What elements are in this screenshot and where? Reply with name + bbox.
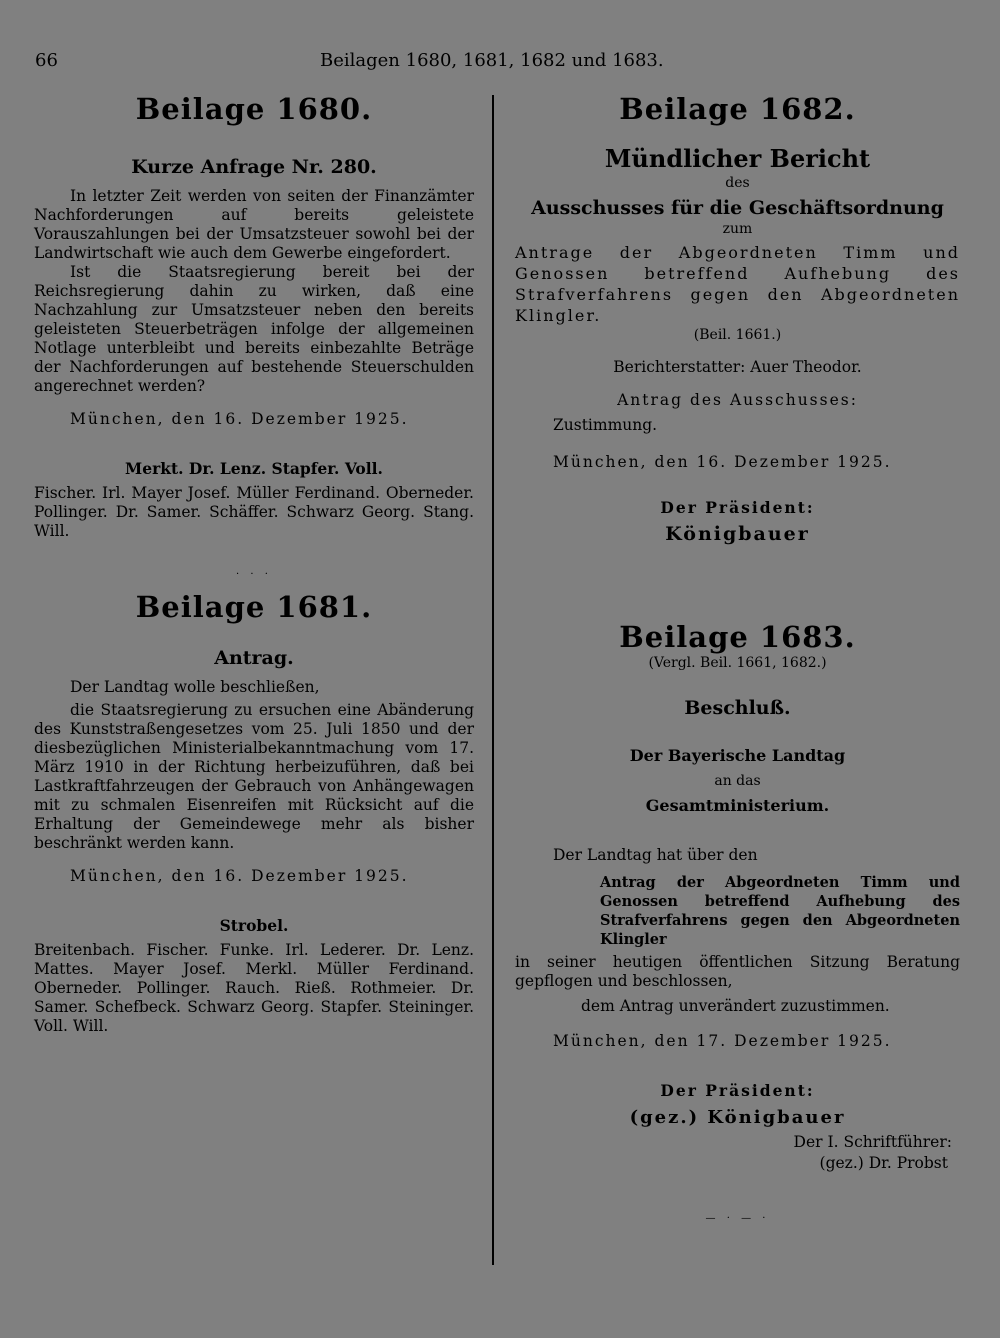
beilage-1682-motion: Antrage der Abgeordneten Timm und Genossen betreffend Aufhebung des Strafverfahrens gegen den Abgeordneten Klingler. [515, 243, 960, 325]
beilage-1680-signers: Fischer. Irl. Mayer Josef. Müller Ferdinand. Oberneder. Pollinger. Dr. Samer. Schäffer. Schwarz Georg. Stang. Will. [34, 484, 474, 540]
page-number: 66 [35, 50, 58, 71]
beilage-1682-zum: zum [722, 221, 753, 237]
beilage-1682-antrag-label: Antrag des Ausschusses: [617, 391, 858, 409]
beilage-1683-subtitle: Beschluß. [684, 697, 791, 719]
beilage-1681-signers: Breitenbach. Fischer. Funke. Irl. Lederer. Dr. Lenz. Mattes. Mayer Josef. Merkl. Müller Ferdinand. Oberneder. Pollinger. Rauch. Rieß. Rothmeier. Dr. Samer. Schefbeck. Schwarz Georg. Stapfer. Steininger. Voll. Will. [34, 941, 474, 1035]
beilage-1683-secretary-name: (gez.) Dr. Probst [819, 1154, 948, 1172]
beilage-1680-para1: In letzter Zeit werden von seiten der Finanzämter Nachforderungen auf bereits geleistete Vorauszahlungen bei der Umsatzsteuer sowohl bei der Landwirtschaft wie auch dem Gewerbe eingefordert. [34, 187, 474, 262]
beilage-1683-president-label: Der Präsident: [660, 1081, 815, 1100]
beilage-1682-ref: (Beil. 1661.) [693, 327, 782, 343]
beilage-1680-subtitle: Kurze Anfrage Nr. 280. [131, 156, 377, 178]
beilage-1682-reporter: Berichterstatter: Auer Theodor. [613, 358, 862, 376]
beilage-1682-title: Beilage 1682. [619, 92, 856, 126]
beilage-1682-subtitle: Mündlicher Bericht [604, 144, 871, 173]
beilage-1680-para2: Ist die Staatsregierung bereit bei der Reichsregierung dahin zu wirken, daß eine Nachzahlung zur Umsatzsteuer neben den bereits geleisteten Steuerbeträgen infolge der allgemeinen Notlage unterbleibt und bereits einbezahlte Beträge der Nachforderungen auf bestehende Steuerschulden angerechnet werden? [34, 263, 474, 395]
beilage-1683-to: Gesamtministerium. [645, 796, 830, 815]
beilage-1681-title: Beilage 1681. [135, 590, 373, 624]
beilage-1683-secretary-label: Der I. Schriftführer: [793, 1133, 952, 1151]
column-divider [492, 95, 494, 1265]
beilage-1683-decision: dem Antrag unverändert zuzustimmen. [581, 997, 890, 1015]
beilage-1683-an-das: an das [714, 773, 761, 789]
beilage-1683-motion: Antrag der Abgeordneten Timm und Genossen betreffend Aufhebung des Strafverfahrens gegen den Abgeordneten Klingler [600, 874, 960, 948]
beilage-1682-president-name: Königbauer [665, 523, 810, 545]
beilage-1683-intro: Der Landtag hat über den [553, 846, 758, 864]
beilage-1683-from: Der Bayerische Landtag [629, 746, 846, 765]
beilage-1680-body [34, 155, 474, 580]
beilage-1681-date: München, den 16. Dezember 1925. [70, 867, 409, 885]
beilage-1680-section [34, 92, 474, 126]
beilage-1680-signers-main: Merkt. Dr. Lenz. Stapfer. Voll. [125, 459, 383, 478]
beilage-1682-antrag-value: Zustimmung. [553, 416, 658, 434]
separator: · · · [236, 569, 272, 580]
beilage-1682-section [515, 92, 960, 544]
beilage-1681-body: die Staatsregierung zu ersuchen eine Abänderung des Kunststraßengesetzes vom 25. Juli 1850 und der diesbezüglichen Ministerialbekanntmachung vom 17. März 1910 in der Richtung herbeizuführen, daß bei Lastkraftfahrzeugen der Gebrauch von Anhängewagen mit zu schmalen Eisenreifen mit Rücksicht auf die Erhaltung der Gemeindewege mehr als bisher beschränkt werden kann. [34, 701, 474, 852]
separator: — · — · [705, 1213, 770, 1224]
beilage-1681-intro: Der Landtag wolle beschließen, [70, 678, 320, 696]
beilage-1683-section [515, 620, 960, 1224]
beilage-1683-date: München, den 17. Dezember 1925. [553, 1032, 892, 1050]
beilage-1682-committee: Ausschusses für die Geschäftsordnung [531, 197, 944, 219]
beilage-1681-subtitle: Antrag. [214, 647, 294, 669]
beilage-1682-date: München, den 16. Dezember 1925. [553, 453, 892, 471]
running-title: Beilagen 1680, 1681, 1682 und 1683. [320, 50, 664, 71]
beilage-1680-title: Beilage 1680. [135, 92, 373, 126]
beilage-1682-des: des [725, 175, 750, 191]
beilage-1680-date: München, den 16. Dezember 1925. [70, 410, 409, 428]
beilage-1683-ref: (Vergl. Beil. 1661, 1682.) [648, 655, 827, 671]
beilage-1683-title: Beilage 1683. [619, 620, 856, 654]
beilage-1681-signer-main: Strobel. [219, 916, 289, 935]
beilage-1683-president-name: (gez.) Königbauer [629, 1107, 846, 1128]
beilage-1683-body: in seiner heutigen öffentlichen Sitzung Beratung gepflogen und beschlossen, [515, 953, 960, 990]
beilage-1682-president-label: Der Präsident: [660, 498, 815, 517]
beilage-1681-section [34, 590, 474, 1036]
